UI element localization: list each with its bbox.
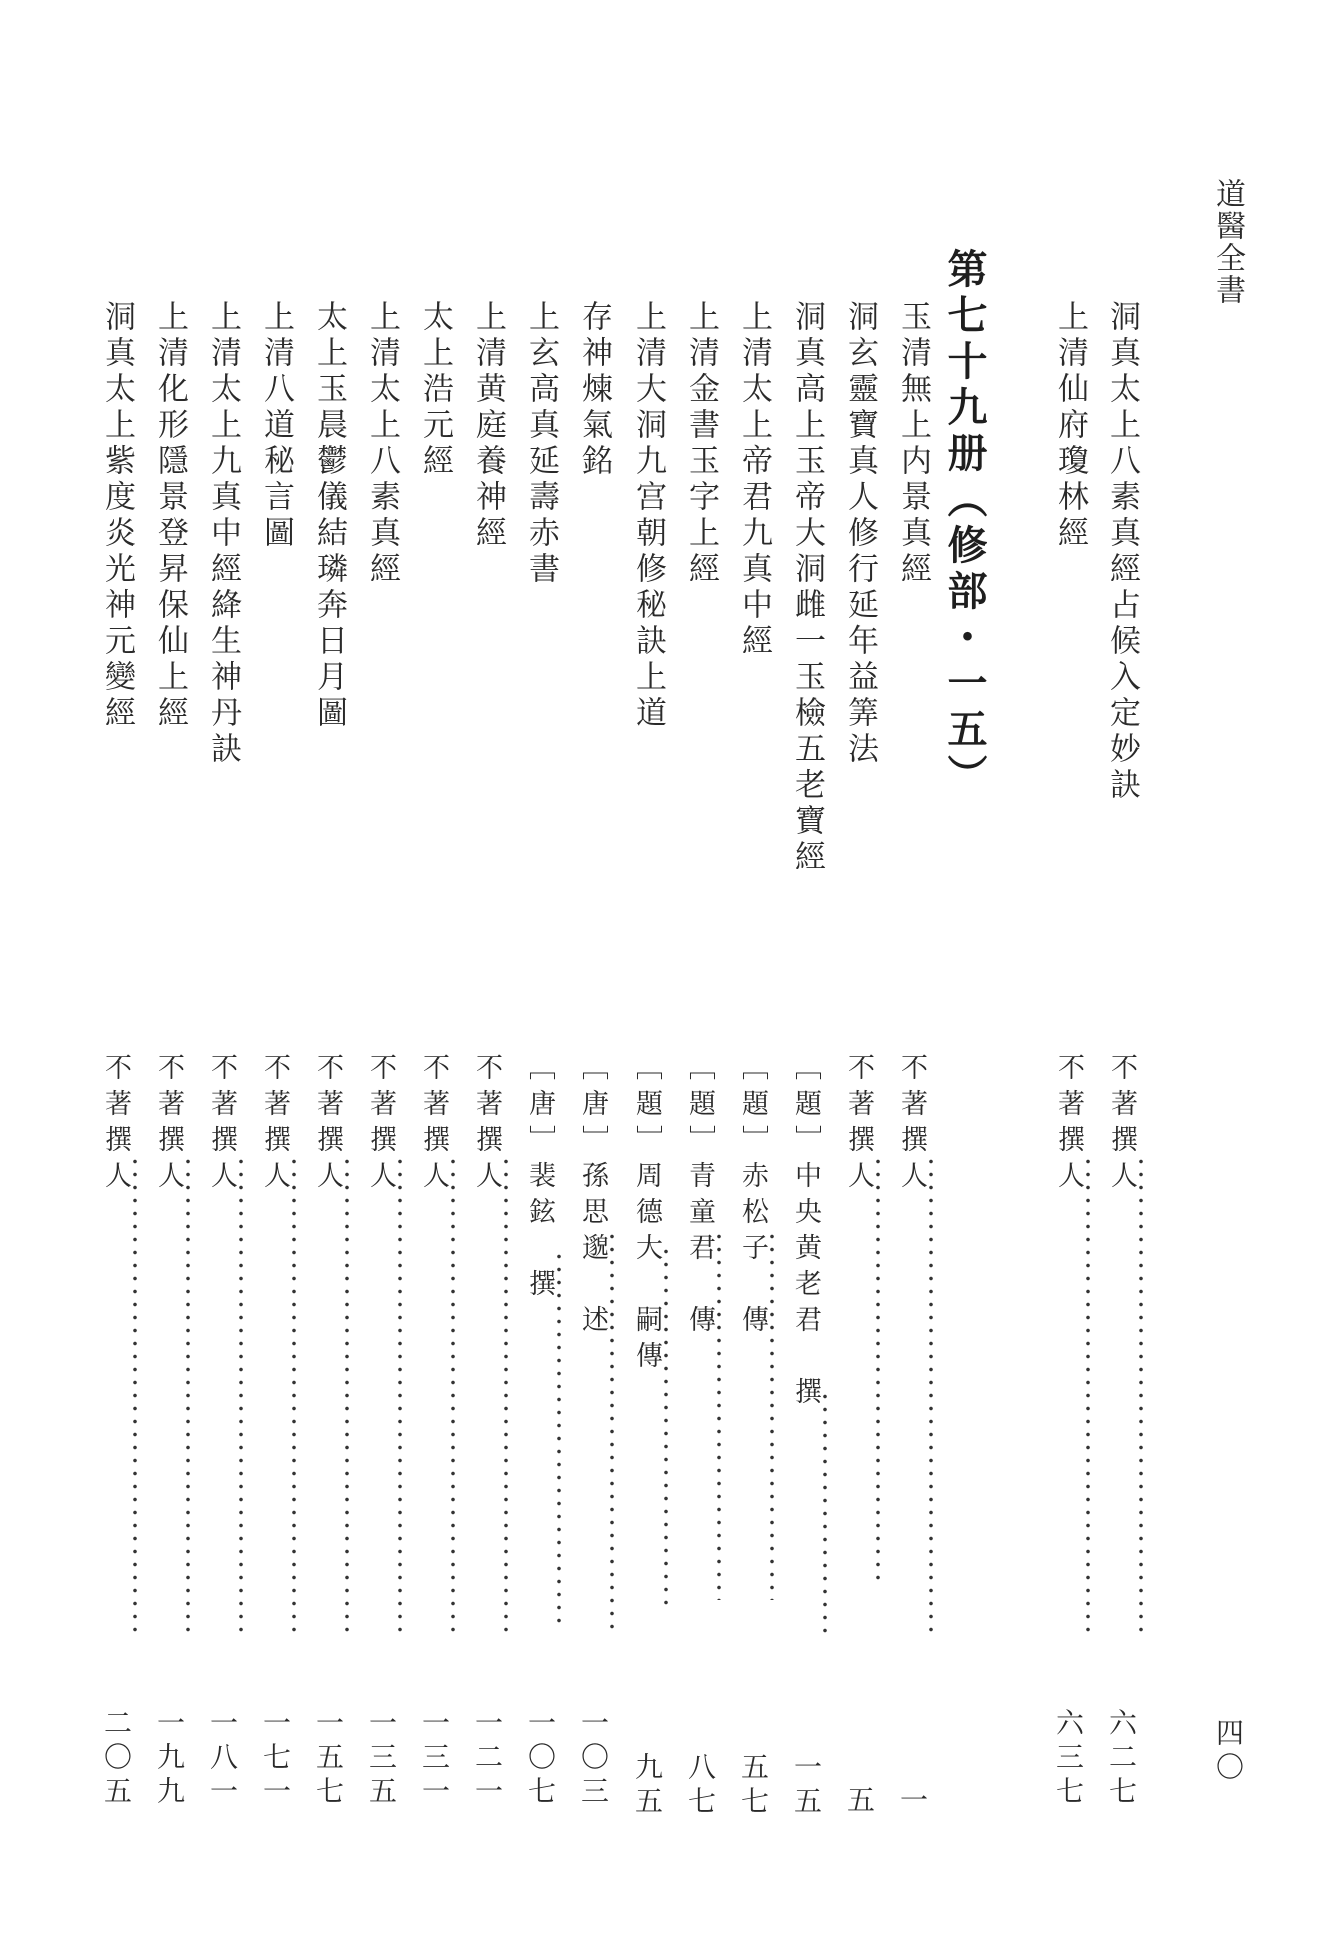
entry-title: 存神煉氣銘 (576, 300, 612, 480)
dot-leader (876, 1155, 880, 1585)
entry-page: 六二七 (1105, 1708, 1138, 1810)
entry-title: 太上浩元經 (417, 300, 453, 480)
entry-title: 上清八道秘言圖 (258, 300, 294, 552)
entry-page: 一〇七 (524, 1708, 557, 1810)
dot-leader (239, 1155, 243, 1635)
entry-author: 不著撰人 (843, 1053, 874, 1197)
entry-page: 五七 (737, 1752, 770, 1820)
entry-page: 二〇五 (100, 1708, 133, 1810)
dot-leader (1086, 1155, 1090, 1635)
entry-page: 五 (843, 1785, 876, 1819)
entry-author: ［唐］裴鉉 撰 (524, 1053, 555, 1305)
entry-author: 不著撰人 (100, 1053, 131, 1197)
entry-page: 八七 (684, 1752, 717, 1820)
page-number: 四〇 (1212, 1718, 1245, 1786)
entry-page: 一三一 (418, 1708, 451, 1810)
entry-author: 不著撰人 (1053, 1053, 1084, 1197)
entry-page: 一八一 (206, 1708, 239, 1810)
dot-leader (717, 1230, 721, 1600)
entry-author: ［題］周德大 嗣傳 (631, 1053, 662, 1377)
dot-leader (451, 1155, 455, 1635)
dot-leader (1139, 1155, 1143, 1635)
entry-title: 洞玄靈寶真人修行延年益筭法 (842, 300, 878, 768)
dot-leader (610, 1230, 614, 1630)
entry-author: 不著撰人 (206, 1053, 237, 1197)
dot-leader (823, 1390, 827, 1640)
entry-title: 上清黄庭養神經 (470, 300, 506, 552)
entry-title: 上清太上八素真經 (364, 300, 400, 588)
dot-leader (557, 1250, 561, 1630)
entry-page: 一五 (790, 1752, 823, 1820)
entry-author: 不著撰人 (312, 1053, 343, 1197)
entry-title: 上清太上帝君九真中經 (736, 300, 772, 660)
entry-author: ［題］青童君 傳 (684, 1053, 715, 1341)
dot-leader (345, 1155, 349, 1635)
entry-title: 洞真高上玉帝大洞雌一玉檢五老寶經 (789, 300, 825, 876)
entry-title: 上清太上九真中經絳生神丹訣 (205, 300, 241, 768)
entry-page: 一〇三 (577, 1708, 610, 1810)
dot-leader (398, 1155, 402, 1635)
entry-author: 不著撰人 (365, 1053, 396, 1197)
dot-leader (664, 1245, 668, 1605)
entry-title: 上清仙府瓊林經 (1052, 300, 1088, 552)
dot-leader (770, 1230, 774, 1600)
entry-author: 不著撰人 (1106, 1053, 1137, 1197)
entry-title: 太上玉晨鬱儀結璘奔日月圖 (311, 300, 347, 732)
entry-title: 上清化形隱景登昇保仙上經 (152, 300, 188, 732)
entry-title: 上清大洞九宫朝修秘訣上道 (630, 300, 666, 732)
entry-page: 一五七 (312, 1708, 345, 1810)
entry-author: ［題］中央黄老君 撰 (790, 1053, 821, 1413)
entry-author: 不著撰人 (153, 1053, 184, 1197)
dot-leader (292, 1155, 296, 1635)
dot-leader (504, 1155, 508, 1635)
dot-leader (133, 1155, 137, 1635)
entry-title: 洞真太上八素真經占候入定妙訣 (1104, 300, 1140, 804)
entry-author: 不著撰人 (471, 1053, 502, 1197)
section-title: 第七十九册（修部・一五） (941, 248, 988, 800)
entry-author: ［題］赤松子 傳 (737, 1053, 768, 1341)
entry-author: 不著撰人 (896, 1053, 927, 1197)
entry-page: 一三五 (365, 1708, 398, 1810)
dot-leader (186, 1155, 190, 1635)
entry-title: 上清金書玉字上經 (683, 300, 719, 588)
entry-page: 一二一 (471, 1708, 504, 1810)
entry-page: 一七一 (259, 1708, 292, 1810)
entry-title: 上玄高真延壽赤書 (523, 300, 559, 588)
entry-page: 六三七 (1052, 1708, 1085, 1810)
entry-author: 不著撰人 (418, 1053, 449, 1197)
dot-leader (929, 1155, 933, 1635)
entry-author: ［唐］孫思邈 述 (577, 1053, 608, 1341)
entry-page: 九五 (631, 1752, 664, 1820)
entry-page: 一 (896, 1785, 929, 1819)
running-header-title: 道醫全書 (1210, 178, 1245, 306)
entry-author: 不著撰人 (259, 1053, 290, 1197)
entry-title: 玉清無上内景真經 (895, 300, 931, 588)
entry-title: 洞真太上紫度炎光神元變經 (99, 300, 135, 732)
entry-page: 一九九 (153, 1708, 186, 1810)
